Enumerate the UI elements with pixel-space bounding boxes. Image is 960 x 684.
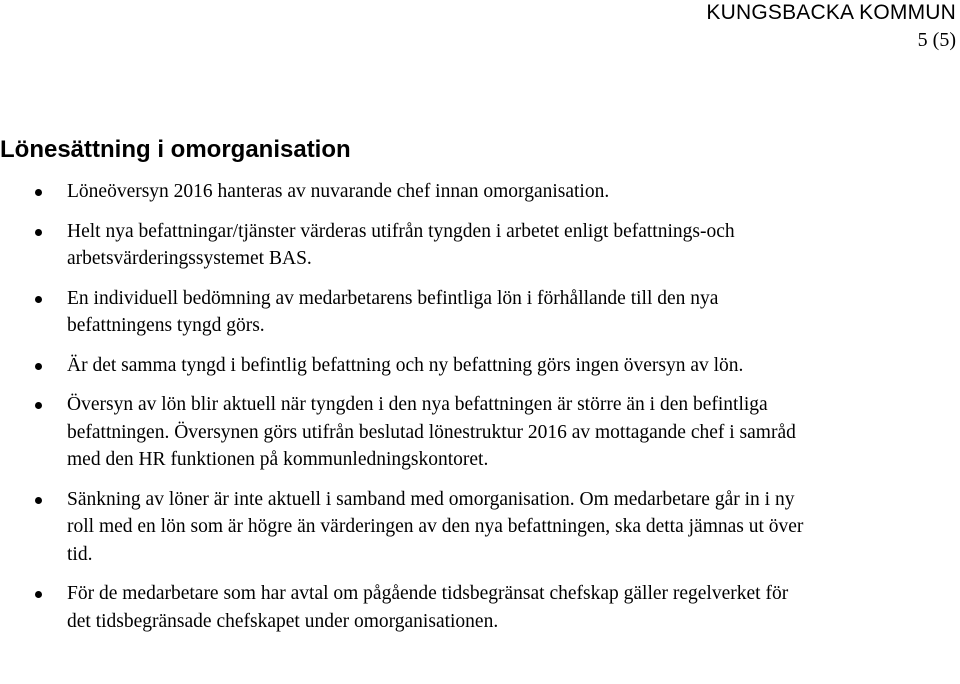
bullet-icon bbox=[35, 363, 42, 370]
page-number: 5 (5) bbox=[917, 29, 956, 51]
bullet-item bbox=[0, 178, 960, 206]
bullet-text: Helt nya befattningar/tjänster värderas utifrån tyngden i arbetet enligt befattnings-och arbetsvärderingssystemet BAS. bbox=[67, 220, 735, 269]
bullet-text: För de medarbetare som har avtal om pågående tidsbegränsat chefskap gäller regelverket för det tidsbegränsade chefskapet under omorganisationen. bbox=[67, 583, 789, 632]
bullet-icon bbox=[35, 189, 42, 196]
bullet-icon bbox=[35, 497, 42, 504]
bullet-item bbox=[0, 285, 960, 340]
section-heading: Lönesättning i omorganisation bbox=[0, 136, 351, 163]
bullet-item bbox=[0, 486, 960, 569]
bullet-item bbox=[0, 580, 960, 635]
bullet-text: Är det samma tyngd i befintlig befattning och ny befattning görs ingen översyn av lön. bbox=[67, 354, 744, 376]
bullet-text: Översyn av lön blir aktuell när tyngden i den nya befattningen är större än i den befintliga befattningen. Översynen görs utifrån beslutad lönestruktur 2016 av mottagande chef i samråd med den HR funktionen på kommunledningskontoret. bbox=[67, 394, 796, 470]
bullet-icon bbox=[35, 296, 42, 303]
bullet-text: Sänkning av löner är inte aktuell i samband med omorganisation. Om medarbetare går in i ny roll med en lön som är högre än värderingen av den nya befattningen, ska detta jämnas ut över tid. bbox=[67, 488, 804, 565]
organization-name: KUNGSBACKA KOMMUN bbox=[706, 1, 956, 24]
bullet-list bbox=[0, 178, 960, 647]
bullet-item bbox=[0, 391, 960, 474]
bullet-text: Löneöversyn 2016 hanteras av nuvarande chef innan omorganisation. bbox=[67, 181, 610, 202]
bullet-icon bbox=[35, 402, 42, 409]
bullet-text: En individuell bedömning av medarbetarens befintliga lön i förhållande till den nya befattningens tyngd görs. bbox=[67, 287, 719, 336]
bullet-icon bbox=[35, 591, 42, 598]
page-header bbox=[706, 0, 956, 52]
bullet-icon bbox=[35, 229, 42, 236]
bullet-item bbox=[0, 218, 960, 273]
bullet-item bbox=[0, 352, 960, 380]
